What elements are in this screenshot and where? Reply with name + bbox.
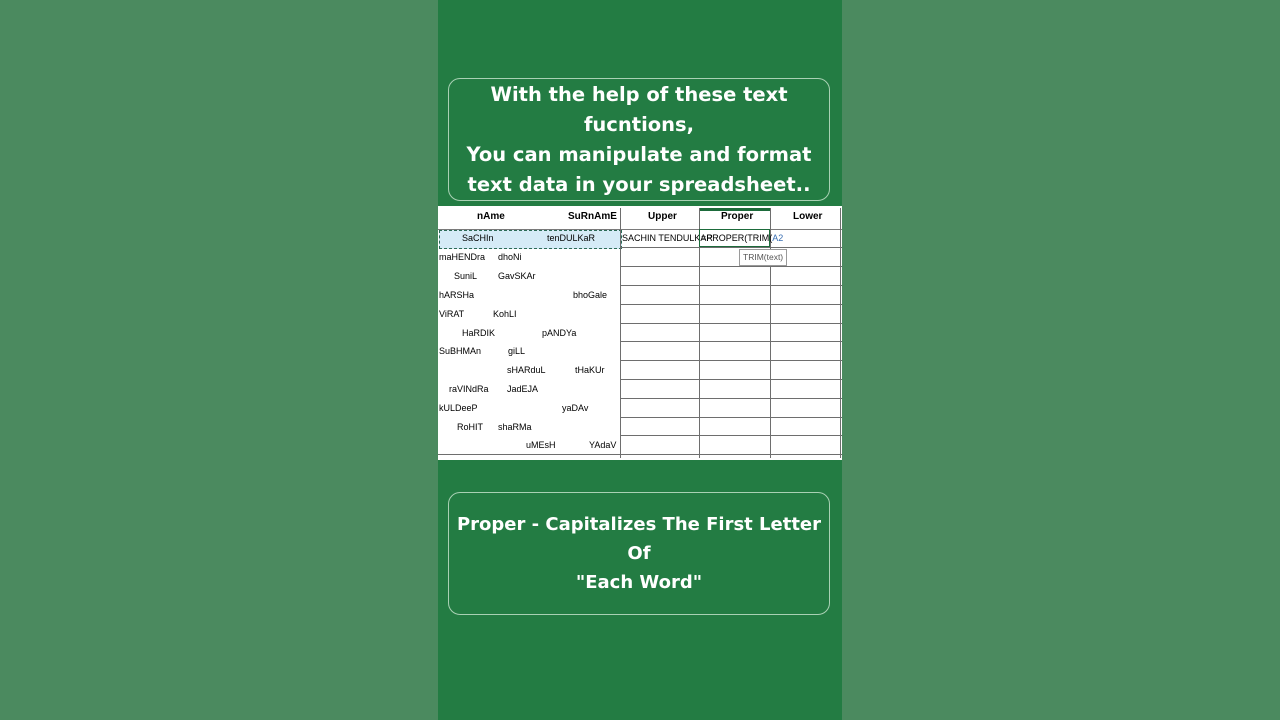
cell-first-name[interactable]: RoHIT xyxy=(457,422,484,432)
top-caption-line-2: You can manipulate and format xyxy=(466,142,812,166)
video-frame xyxy=(438,0,842,720)
cell-first-name[interactable]: hARSHa xyxy=(439,290,475,300)
gridline-row xyxy=(620,304,842,305)
gridline-row xyxy=(620,285,842,286)
formula-in-cell[interactable] xyxy=(701,229,783,247)
cell-surname[interactable]: pANDYa xyxy=(542,328,577,338)
cell-surname[interactable]: dhoNi xyxy=(498,252,522,262)
cell-upper-result[interactable]: SACHIN TENDULKAR xyxy=(622,233,713,243)
top-caption-line-3: text data in your spreadsheet.. xyxy=(467,172,811,196)
cell-first-name[interactable]: SuniL xyxy=(454,271,478,281)
cell-surname[interactable]: shaRMa xyxy=(498,422,532,432)
gridline-row xyxy=(620,398,842,399)
cell-first-name[interactable]: uMEsH xyxy=(526,440,556,450)
cell-first-name[interactable]: raVINdRa xyxy=(449,384,489,394)
gridline-col xyxy=(620,208,621,458)
right-background-panel xyxy=(842,0,1280,720)
cell-first-name[interactable]: SuBHMAn xyxy=(439,346,482,356)
function-tooltip[interactable]: TRIM(text) xyxy=(739,249,787,266)
header-name[interactable]: nAme xyxy=(477,211,505,222)
top-caption-line-1: With the help of these text fucntions, xyxy=(490,82,788,136)
cell-surname[interactable]: GavSKAr xyxy=(498,271,536,281)
cell-surname[interactable]: yaDAv xyxy=(562,403,589,413)
bottom-caption-line-2: "Each Word" xyxy=(575,572,703,593)
gridline-row xyxy=(620,247,842,248)
gridline-row xyxy=(620,266,842,267)
header-proper[interactable]: Proper xyxy=(721,211,754,222)
cell-surname[interactable]: YAdaV xyxy=(589,440,617,450)
formula-text: =PROPER(TRIM( xyxy=(701,233,773,243)
cell-first-name[interactable]: ViRAT xyxy=(439,309,465,319)
cell-first-name[interactable]: HaRDIK xyxy=(462,328,496,338)
cell-first-name[interactable]: maHENDra xyxy=(439,252,486,262)
gridline-row xyxy=(620,341,842,342)
gridline-row xyxy=(620,323,842,324)
cell-surname[interactable]: tenDULKaR xyxy=(547,233,596,243)
header-surname[interactable]: SuRnAmE xyxy=(568,211,617,222)
cell-first-name[interactable]: SaCHIn xyxy=(462,233,494,243)
bottom-caption-box xyxy=(448,492,830,615)
gridline-row xyxy=(620,435,842,436)
gridline-col xyxy=(840,208,841,458)
cell-first-name[interactable]: kULDeeP xyxy=(439,403,478,413)
top-caption-box xyxy=(448,78,830,201)
left-background-panel xyxy=(0,0,438,720)
cell-surname[interactable]: tHaKUr xyxy=(575,365,605,375)
cell-surname[interactable]: bhoGale xyxy=(573,290,608,300)
gridline-row xyxy=(620,417,842,418)
header-lower[interactable]: Lower xyxy=(793,211,823,222)
cell-surname[interactable]: KohLI xyxy=(493,309,517,319)
cell-first-name[interactable]: sHARduL xyxy=(507,365,546,375)
bottom-caption-line-1: Proper - Capitalizes The First Letter Of xyxy=(456,514,822,564)
gridline-row xyxy=(438,454,842,455)
cell-surname[interactable]: JadEJA xyxy=(507,384,539,394)
gridline-row xyxy=(620,360,842,361)
gridline-row xyxy=(620,379,842,380)
spreadsheet xyxy=(438,206,842,460)
cell-surname[interactable]: giLL xyxy=(508,346,526,356)
header-upper[interactable]: Upper xyxy=(648,211,677,222)
formula-cell-reference: A2 xyxy=(772,233,784,243)
